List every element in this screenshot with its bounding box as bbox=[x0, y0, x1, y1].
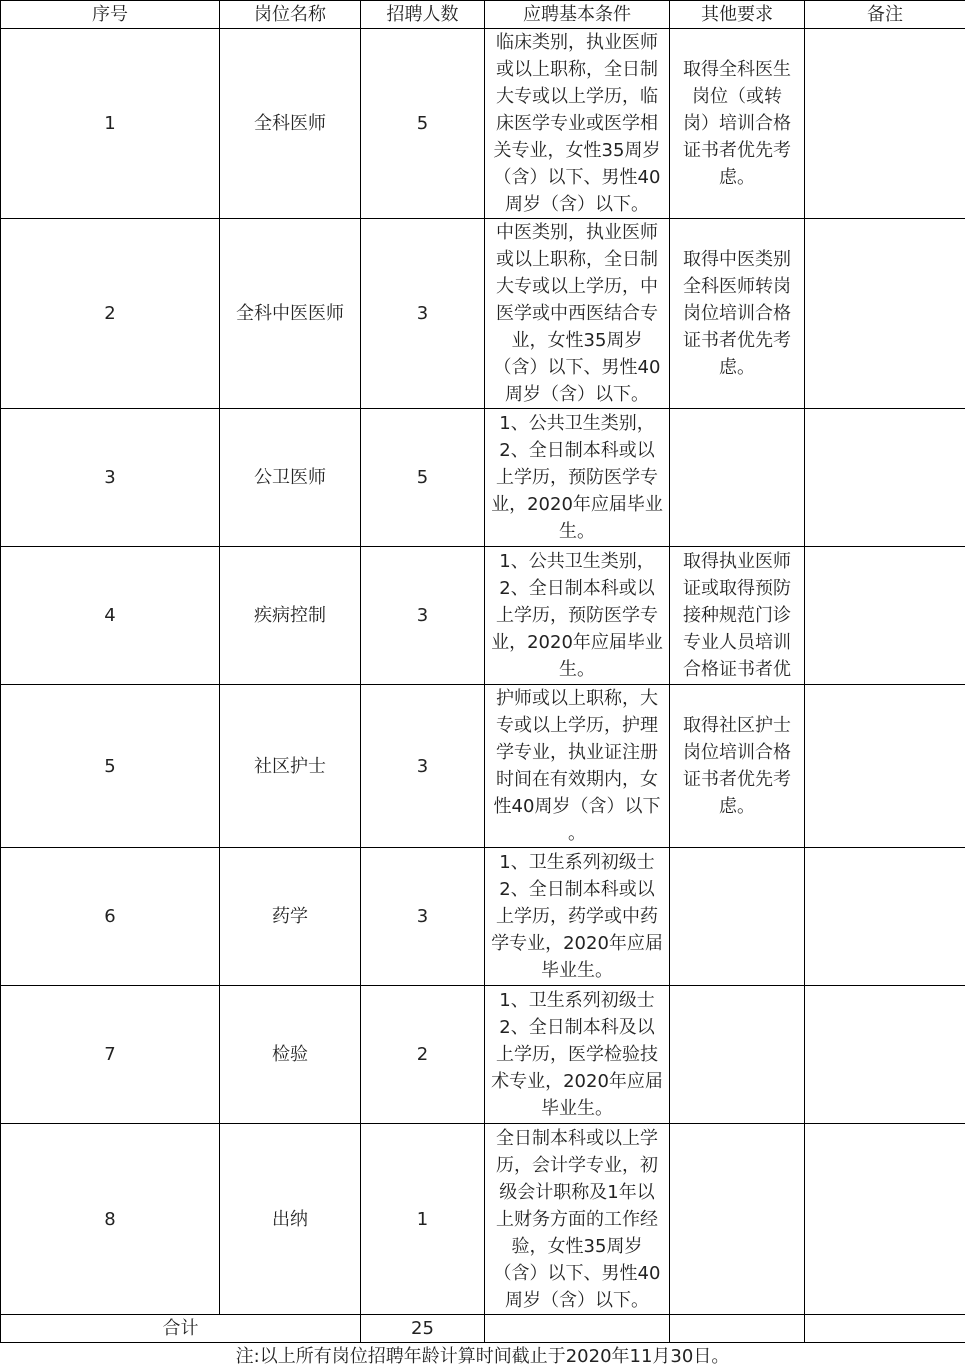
row-headcount: 3 bbox=[361, 685, 485, 848]
row-remarks bbox=[805, 219, 965, 409]
row-other-requirements: 取得全科医生 岗位（或转 岗）培训合格 证书者优先考 虑。 bbox=[670, 29, 805, 219]
row-no: 2 bbox=[1, 219, 220, 409]
table-row bbox=[1, 986, 965, 1124]
footnote: 注:以上所有岗位招聘年龄计算时间截止于2020年11月30日。 bbox=[235, 1346, 730, 1367]
header-headcount: 招聘人数 bbox=[361, 1, 485, 29]
total-row bbox=[1, 1315, 965, 1343]
table-row bbox=[1, 219, 965, 409]
row-no: 7 bbox=[1, 986, 220, 1124]
table-row bbox=[1, 848, 965, 986]
row-other-requirements bbox=[670, 986, 805, 1124]
row-position-name: 公卫医师 bbox=[220, 409, 361, 547]
total-conditions-empty bbox=[485, 1315, 670, 1343]
row-remarks bbox=[805, 1124, 965, 1315]
row-conditions: 1、卫生系列初级士 2、全日制本科及以 上学历，医学检验技 术专业，2020年应届 毕业生。 bbox=[485, 986, 670, 1124]
total-other-empty bbox=[670, 1315, 805, 1343]
header-row bbox=[1, 1, 965, 29]
row-headcount: 5 bbox=[361, 29, 485, 219]
row-conditions: 1、公共卫生类别， 2、全日制本科或以 上学历，预防医学专 业，2020年应届毕业 生。 bbox=[485, 409, 670, 547]
row-no: 1 bbox=[1, 29, 220, 219]
row-remarks bbox=[805, 685, 965, 848]
row-conditions: 临床类别，执业医师 或以上职称，全日制 大专或以上学历，临 床医学专业或医学相 关专业，女性35周岁 （含）以下、男性40 周岁（含）以下。 bbox=[485, 29, 670, 219]
row-other-requirements: 取得中医类别 全科医师转岗 岗位培训合格 证书者优先考 虑。 bbox=[670, 219, 805, 409]
row-no: 3 bbox=[1, 409, 220, 547]
row-conditions: 护师或以上职称，大 专或以上学历，护理 学专业，执业证注册 时间在有效期内，女 性40周岁（含）以下 。 bbox=[485, 685, 670, 848]
row-conditions: 1、公共卫生类别， 2、全日制本科或以 上学历，预防医学专 业，2020年应届毕业 生。 bbox=[485, 547, 670, 685]
row-conditions: 中医类别，执业医师 或以上职称，全日制 大专或以上学历，中 医学或中西医结合专 业，女性35周岁 （含）以下、男性40 周岁（含）以下。 bbox=[485, 219, 670, 409]
row-position-name: 全科医师 bbox=[220, 29, 361, 219]
row-other-requirements: 取得执业医师 证或取得预防 接种规范门诊 专业人员培训 合格证书者优 bbox=[670, 547, 805, 685]
row-remarks bbox=[805, 409, 965, 547]
total-headcount: 25 bbox=[361, 1315, 485, 1343]
row-no: 8 bbox=[1, 1124, 220, 1315]
row-other-requirements bbox=[670, 848, 805, 986]
row-position-name: 出纳 bbox=[220, 1124, 361, 1315]
row-conditions: 1、卫生系列初级士 2、全日制本科或以 上学历，药学或中药 学专业，2020年应届 毕业生。 bbox=[485, 848, 670, 986]
row-position-name: 药学 bbox=[220, 848, 361, 986]
row-no: 6 bbox=[1, 848, 220, 986]
total-remarks-empty bbox=[805, 1315, 965, 1343]
row-position-name: 疾病控制 bbox=[220, 547, 361, 685]
header-basic-conditions: 应聘基本条件 bbox=[485, 1, 670, 29]
row-remarks bbox=[805, 29, 965, 219]
row-no: 4 bbox=[1, 547, 220, 685]
header-position-name: 岗位名称 bbox=[220, 1, 361, 29]
row-remarks bbox=[805, 547, 965, 685]
row-headcount: 1 bbox=[361, 1124, 485, 1315]
table-row bbox=[1, 685, 965, 848]
row-headcount: 3 bbox=[361, 848, 485, 986]
row-position-name: 全科中医医师 bbox=[220, 219, 361, 409]
row-other-requirements bbox=[670, 409, 805, 547]
row-conditions: 全日制本科或以上学 历，会计学专业，初 级会计职称及1年以 上财务方面的工作经 验，女性35周岁 （含）以下、男性40 周岁（含）以下。 bbox=[485, 1124, 670, 1315]
row-headcount: 3 bbox=[361, 219, 485, 409]
row-headcount: 3 bbox=[361, 547, 485, 685]
header-no: 序号 bbox=[1, 1, 220, 29]
table-row bbox=[1, 29, 965, 219]
row-position-name: 社区护士 bbox=[220, 685, 361, 848]
row-position-name: 检验 bbox=[220, 986, 361, 1124]
total-label: 合计 bbox=[1, 1315, 361, 1343]
row-remarks bbox=[805, 986, 965, 1124]
row-no: 5 bbox=[1, 685, 220, 848]
row-other-requirements bbox=[670, 1124, 805, 1315]
header-other-requirements: 其他要求 bbox=[670, 1, 805, 29]
header-remarks: 备注 bbox=[805, 1, 965, 29]
row-headcount: 5 bbox=[361, 409, 485, 547]
table-row bbox=[1, 547, 965, 685]
row-headcount: 2 bbox=[361, 986, 485, 1124]
row-remarks bbox=[805, 848, 965, 986]
row-other-requirements: 取得社区护士 岗位培训合格 证书者优先考 虑。 bbox=[670, 685, 805, 848]
table-row bbox=[1, 1124, 965, 1315]
table-row bbox=[1, 409, 965, 547]
